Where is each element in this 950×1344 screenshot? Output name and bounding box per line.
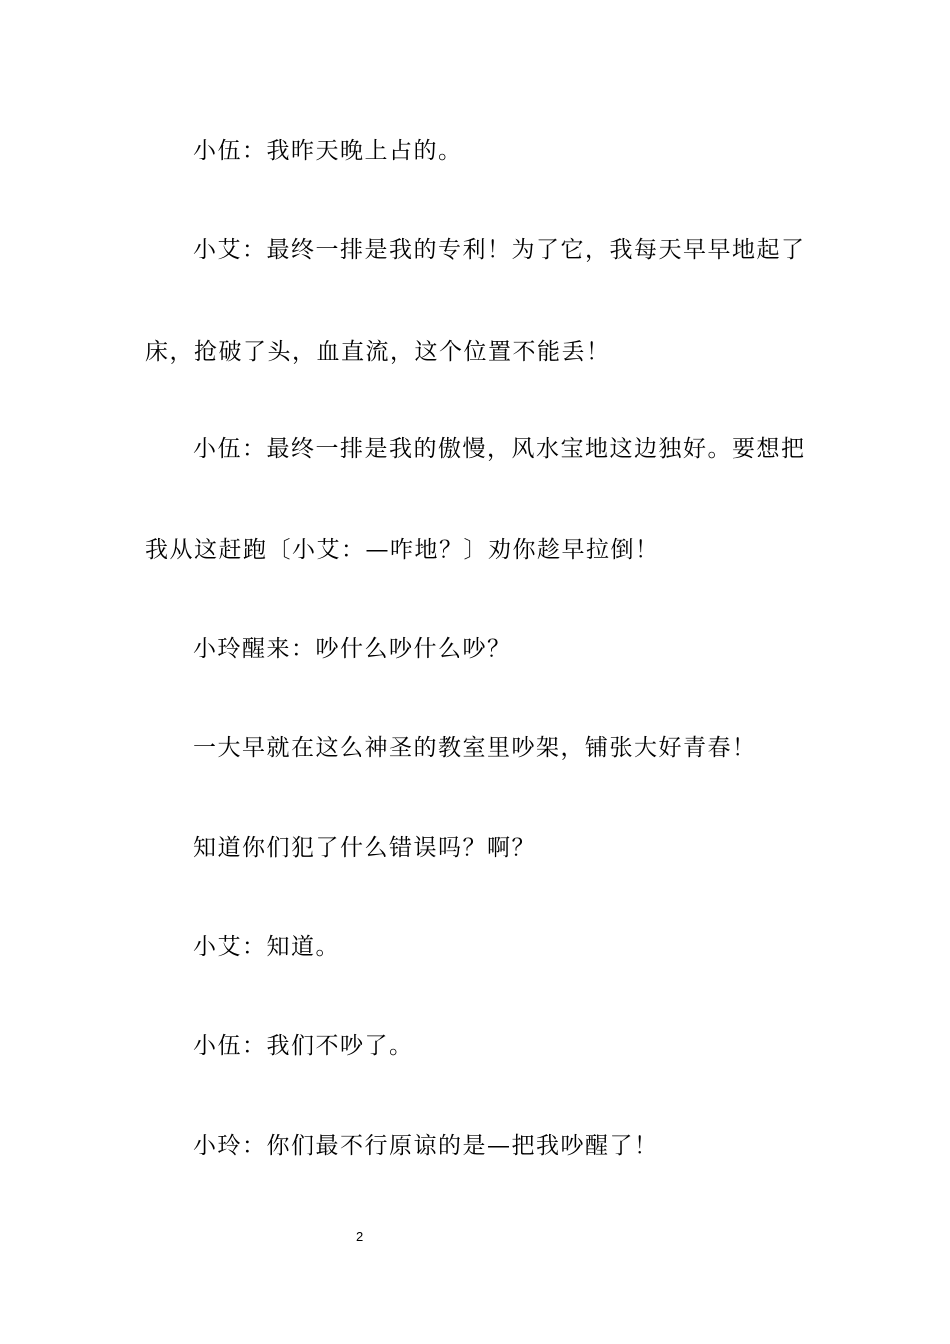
dialogue-line-1: 小伍：我昨天晚上占的。 <box>193 138 463 164</box>
dialogue-line-8: 知道你们犯了什么错误吗？啊？ <box>193 835 536 861</box>
dialogue-line-5: 我从这赶跑〔小艾：—咋地？〕劝你趁早拉倒！ <box>145 537 660 563</box>
dialogue-line-3: 床，抢破了头，血直流，这个位置不能丢！ <box>145 339 611 365</box>
dialogue-line-9: 小艾：知道。 <box>193 934 340 960</box>
dialogue-line-10: 小伍：我们不吵了。 <box>193 1033 414 1059</box>
page-number: 2 <box>356 1229 364 1244</box>
dialogue-line-4: 小伍：最终一排是我的傲慢，风水宝地这边独好。要想把 <box>193 436 806 462</box>
dialogue-line-2: 小艾：最终一排是我的专利！为了它，我每天早早地起了 <box>193 237 806 263</box>
dialogue-line-7: 一大早就在这么神圣的教室里吵架，铺张大好青春！ <box>193 735 757 761</box>
dialogue-line-11: 小玲：你们最不行原谅的是—把我吵醒了！ <box>193 1133 659 1159</box>
dialogue-line-6: 小玲醒来：吵什么吵什么吵？ <box>193 636 512 662</box>
